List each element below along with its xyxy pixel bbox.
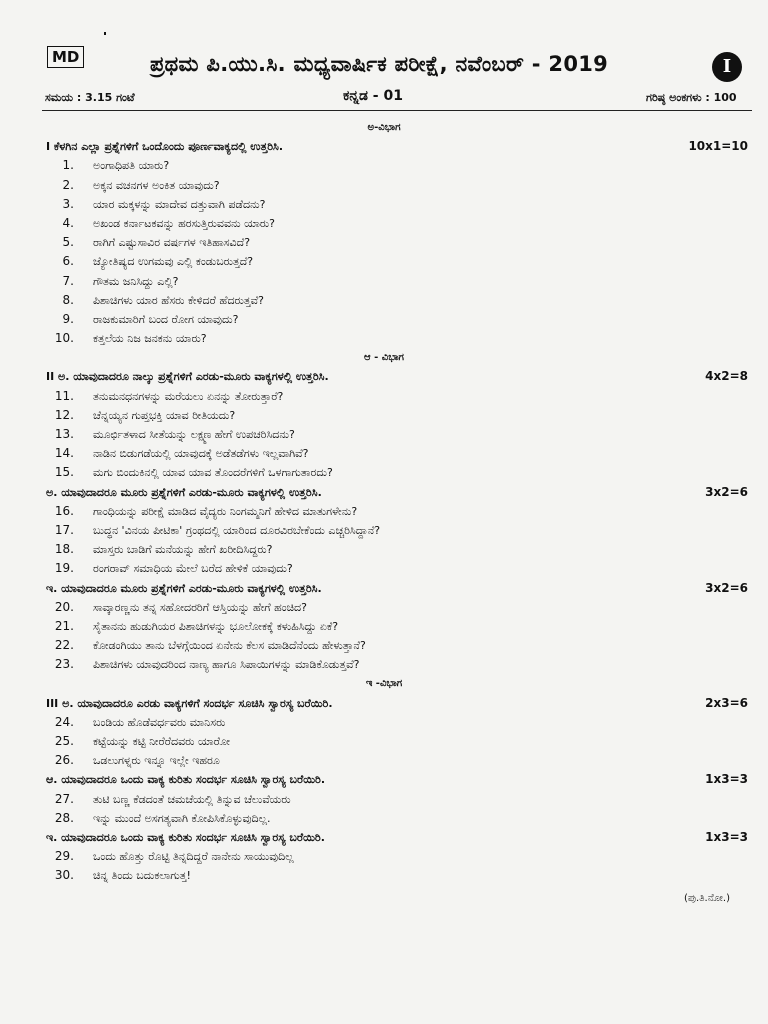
- question-item: [0, 272, 768, 291]
- question-item: [0, 195, 768, 214]
- question-item: [0, 252, 768, 271]
- question-text: ರಾಜಕುಮಾರಿಗೆ ಬಂದ ರೋಗ ಯಾವುದು?: [93, 312, 239, 326]
- question-text: ಸೈತಾನನು ಹುಡುಗಿಯರ ಪಿಶಾಚಿಗಳನ್ನು ಭೂಲೋಕಕ್ಕೆ ಕಳುಹಿಸಿದ್ದು ಏಕೆ?: [93, 619, 339, 633]
- question-text: ಕೋಡಂಗಿಯು ತಾನು ಬೆಳಗ್ಗೆಯಿಂದ ಏನೇನು ಕೆಲಸ ಮಾಡಿದೆನೆಂದು ಹೇಳುತ್ತಾನೆ?: [93, 639, 366, 653]
- question-text: ಇನ್ನು ಮುಂದೆ ಅಸಗತ್ಯವಾಗಿ ಕೋಪಿಸಿಕೊಳ್ಳುವುದಿಲ್ಲ.: [93, 811, 271, 825]
- question-text: ಅಂಗಾಧಿಪತಿ ಯಾರು?: [93, 159, 170, 173]
- question-item: [0, 521, 768, 540]
- max-marks: ಗರಿಷ್ಠ ಅಂಕಗಳು : 100: [646, 91, 737, 104]
- instruction-text: III ಅ. ಯಾವುದಾದರೂ ಎರಡು ವಾಕ್ಯಗಳಿಗೆ ಸಂದರ್ಭ ಸೂಚಿಸಿ ಸ್ವಾರಸ್ಯ ಬರೆಯಿರಿ.: [46, 696, 333, 710]
- question-number: 11.: [54, 388, 74, 403]
- question-item: [0, 636, 768, 655]
- question-number: 24.: [54, 714, 74, 729]
- question-text: ಕತ್ತಲೆಯ ನಿಜ ಜನಕನು ಯಾರು?: [93, 332, 207, 346]
- question-item: [0, 598, 768, 617]
- question-text: ಒಂದು ಹೊತ್ತು ರೊಟ್ಟಿ ತಿನ್ನದಿದ್ದರೆ ನಾನೇನು ಸಾಯುವುದಿಲ್ಲ: [93, 850, 294, 864]
- section-heading: ಇ -ವಿಭಾಗ: [365, 678, 403, 690]
- paper-code-box: MD: [47, 46, 84, 68]
- question-item: [0, 387, 768, 406]
- question-number: 25.: [54, 734, 74, 748]
- instruction-line: [0, 770, 768, 789]
- instruction-text: I ಕೆಳಗಿನ ಎಲ್ಲಾ ಪ್ರಶ್ನೆಗಳಿಗೆ ಒಂದೊಂದು ಪೂರ್ಣವಾಕ್ಯದಲ್ಲಿ ಉತ್ತರಿಸಿ.: [46, 140, 284, 154]
- question-item: [0, 329, 768, 348]
- instruction-line: [0, 694, 768, 713]
- question-text: ಕಟ್ಟೆಯನ್ನು ಕಟ್ಟಿ ನೀರೆರೆದವರು ಯಾರೋ: [93, 735, 231, 748]
- section-heading: ಅ-ವಿಭಾಗ: [367, 122, 401, 133]
- question-number: 1.: [62, 158, 74, 173]
- marks-allocation: 10x1=10: [688, 139, 748, 154]
- question-item: [0, 406, 768, 425]
- instruction-text: ಇ. ಯಾವುದಾದರೂ ಮೂರು ಪ್ರಶ್ನೆಗಳಿಗೆ ಎರಡು-ಮೂರು ವಾಕ್ಯಗಳಲ್ಲಿ ಉತ್ತರಿಸಿ.: [46, 581, 322, 595]
- question-item: [0, 540, 768, 559]
- question-text: ರಂಗರಾವ್ ಸಮಾಧಿಯ ಮೇಲೆ ಬರೆದ ಹೇಳಿಕೆ ಯಾವುದು?: [93, 562, 293, 576]
- marks-allocation: 1x3=3: [705, 772, 748, 787]
- instruction-text: ಅ. ಯಾವುದಾದರೂ ಮೂರು ಪ್ರಶ್ನೆಗಳಿಗೆ ಎರಡು-ಮೂರು ವಾಕ್ಯಗಳಲ್ಲಿ ಉತ್ತರಿಸಿ.: [46, 485, 322, 499]
- question-item: [0, 751, 768, 770]
- set-number-badge: I: [712, 52, 742, 82]
- exam-title: ಪ್ರಥಮ ಪಿ.ಯು.ಸಿ. ಮಧ್ಯವಾರ್ಷಿಕ ಪರೀಕ್ಷೆ, ನವೆಂಬರ್ - 2019: [150, 52, 609, 76]
- question-number: 2.: [62, 177, 74, 192]
- question-number: 10.: [54, 331, 74, 346]
- question-text: ಮೂರ್ಛಿತಳಾದ ಸೀತೆಯನ್ನು ಲಕ್ಷ್ಮಣ ಹೇಗೆ ಉಪಚರಿಸಿದನು?: [93, 428, 295, 441]
- instruction-line: [0, 483, 768, 502]
- instruction-line: [0, 828, 768, 847]
- exam-time: ಸಮಯ : 3.15 ಗಂಟೆ: [45, 91, 135, 104]
- question-item: [0, 502, 768, 521]
- question-item: [0, 790, 768, 809]
- question-number: 28.: [54, 810, 74, 825]
- question-item: [0, 732, 768, 751]
- question-item: [0, 847, 768, 866]
- question-text: ತನುಮನಧನಗಳನ್ನು ಮರೆಯಲು ಏನನ್ನು ತೋರುತ್ತಾರೆ?: [93, 389, 284, 403]
- question-item: [0, 291, 768, 310]
- question-number: 9.: [62, 311, 74, 326]
- question-number: 18.: [54, 542, 74, 557]
- question-number: 20.: [54, 599, 74, 614]
- question-number: 13.: [54, 427, 74, 441]
- question-number: 26.: [54, 753, 74, 768]
- instruction-line: [0, 579, 768, 598]
- instruction-text: ಆ. ಯಾವುದಾದರೂ ಒಂದು ವಾಕ್ಯ ಕುರಿತು ಸಂದರ್ಭ ಸೂಚಿಸಿ ಸ್ವಾರಸ್ಯ ಬರೆಯಿರಿ.: [46, 773, 326, 787]
- instruction-line: [0, 367, 768, 386]
- question-number: 21.: [54, 618, 74, 633]
- question-number: 22.: [54, 638, 74, 653]
- question-list: [0, 118, 768, 886]
- question-text: ಚಿನ್ನ ತಿಂದು ಬದುಕಲಾಗುತ್ತ!: [93, 869, 191, 883]
- question-text: ಒಡಲುಗಳ್ನರು ಇನ್ನೂ ಇಲ್ಲೇ ಇಹರೂ: [93, 754, 220, 768]
- scan-mark: [104, 32, 106, 35]
- question-number: 6.: [62, 254, 74, 269]
- marks-allocation: 4x2=8: [705, 369, 748, 384]
- question-number: 30.: [54, 868, 74, 883]
- question-number: 14.: [54, 446, 74, 461]
- question-text: ಪಿಶಾಚಿಗಳು ಯಾರ ಹೆಸರು ಕೇಳಿದರೆ ಹೆದರುತ್ತವೆ?: [93, 293, 264, 307]
- question-text: ಗಾಂಧಿಯನ್ನು ಪರೀಕ್ಷೆ ಮಾಡಿದ ವೈದ್ಯರು ನಿಂಗಮ್ಮನಿಗೆ ಹೇಳಿದ ಮಾತುಗಳೇನು?: [93, 504, 358, 518]
- instruction-text: ಇ. ಯಾವುದಾದರೂ ಒಂದು ವಾಕ್ಯ ಕುರಿತು ಸಂದರ್ಭ ಸೂಚಿಸಿ ಸ್ವಾರಸ್ಯ ಬರೆಯಿರಿ.: [46, 830, 325, 844]
- question-item: [0, 214, 768, 233]
- question-number: 5.: [62, 235, 74, 250]
- question-text: ತುಟಿ ಬಣ್ಣ ಕೆಡದಂತೆ ಚಮಚೆಯಲ್ಲಿ ತಿನ್ನುವ ಚೆಲುವೆಯರು: [93, 792, 291, 806]
- marks-allocation: 1x3=3: [705, 829, 748, 844]
- question-item: [0, 809, 768, 828]
- instruction-line: [0, 137, 768, 156]
- question-item: [0, 156, 768, 175]
- question-number: 19.: [54, 561, 74, 576]
- question-text: ಸಾವ್ಕಾರಣ್ಣನು ತನ್ನ ಸಹೋದರರಿಗೆ ಆಸ್ತಿಯನ್ನು ಹೇಗೆ ಹಂಚಿದ?: [93, 600, 307, 614]
- question-item: [0, 463, 768, 482]
- question-number: 29.: [54, 849, 74, 864]
- subject-title: ಕನ್ನಡ - 01: [343, 88, 403, 104]
- question-text: ಗೌತಮ ಜನಿಸಿದ್ದು ಎಲ್ಲಿ?: [93, 274, 179, 288]
- question-text: ರಾಗಿಗೆ ಎಷ್ಟುಸಾವಿರ ವರ್ಷಗಳ ಇತಿಹಾಸವಿದೆ?: [93, 236, 251, 250]
- question-text: ಬುದ್ಧನ 'ವಿನಯ ಪೀಟಿಕಾ' ಗ್ರಂಥದಲ್ಲಿ ಯಾರಿಂದ ದೂರವಿರಬೇಕೆಂದು ಎಚ್ಚರಿಸಿದ್ದಾನೆ?: [93, 523, 381, 537]
- question-number: 16.: [54, 503, 74, 518]
- question-text: ಚೆನ್ನಯ್ಯನ ಗುಪ್ತಭಕ್ತಿ ಯಾವ ರೀತಿಯದು?: [93, 408, 236, 422]
- page-turn-note: (ಪು.ತಿ.ನೋ.): [684, 893, 730, 904]
- question-text: ಜ್ಯೋತಿಷ್ಯದ ಉಗಮವು ಎಲ್ಲಿ ಕಂಡುಬರುತ್ತದೆ?: [93, 255, 254, 269]
- question-item: [0, 310, 768, 329]
- question-number: 12.: [54, 407, 74, 422]
- question-item: [0, 655, 768, 674]
- question-item: [0, 176, 768, 195]
- question-number: 8.: [62, 292, 74, 307]
- instruction-text: II ಅ. ಯಾವುದಾದರೂ ನಾಲ್ಕು ಪ್ರಶ್ನೆಗಳಿಗೆ ಎರಡು-ಮೂರು ವಾಕ್ಯಗಳಲ್ಲಿ ಉತ್ತರಿಸಿ.: [46, 370, 329, 384]
- question-text: ಪಿಶಾಚಿಗಳು ಯಾವುದರಿಂದ ನಾಣ್ಯ ಹಾಗೂ ಸಿಪಾಯಿಗಳನ್ನು ಮಾಡಿಕೊಡುತ್ತವೆ?: [93, 658, 360, 672]
- question-text: ಮಾಸ್ತರು ಬಾಡಿಗೆ ಮನೆಯನ್ನು ಹೇಗೆ ಖರೀದಿಸಿದ್ದರು?: [93, 543, 273, 557]
- marks-allocation: 3x2=6: [705, 484, 748, 499]
- question-text: ಅಖಂಡ ಕರ್ನಾಟಕವನ್ನು ಹರಸುತ್ತಿರುವವನು ಯಾರು?: [93, 216, 275, 230]
- question-text: ಯಾರ ಮಕ್ಕಳನ್ನು ಮಾದೇವ ದತ್ತುವಾಗಿ ಪಡೆದನು?: [93, 197, 266, 211]
- question-number: 23.: [54, 657, 74, 672]
- question-number: 3.: [62, 196, 74, 211]
- header-divider: [42, 110, 752, 111]
- question-item: [0, 617, 768, 636]
- question-item: [0, 444, 768, 463]
- question-number: 4.: [62, 215, 74, 230]
- question-item: [0, 559, 768, 578]
- question-number: 15.: [54, 465, 74, 480]
- question-number: 17.: [54, 522, 74, 537]
- question-text: ಬಂಡಿಯ ಹೊಡೆವರ್ಧವರು ಮಾನಿಸರು: [93, 715, 226, 729]
- section-heading: ಆ - ವಿಭಾಗ: [364, 352, 404, 364]
- question-text: ಅಕ್ಕನ ವಚನಗಳ ಅಂಕಿತ ಯಾವುದು?: [93, 178, 220, 192]
- question-item: [0, 425, 768, 444]
- marks-allocation: 3x2=6: [705, 580, 748, 595]
- question-item: [0, 866, 768, 885]
- question-text: ನಾಡಿನ ಬಿಡುಗಡೆಯಲ್ಲಿ ಯಾವುದಕ್ಕೆ ಅಡೆತಡೆಗಳು ಇಲ್ಲವಾಗಿವೆ?: [93, 447, 309, 461]
- question-item: [0, 233, 768, 252]
- question-number: 7.: [62, 273, 74, 288]
- question-number: 27.: [54, 791, 74, 806]
- question-text: ಮಗು ಬಿಂದುಕಿನಲ್ಲಿ ಯಾವ ಯಾವ ತೊಂದರೆಗಳಿಗೆ ಒಳಗಾಗುತಾರದು?: [93, 466, 333, 480]
- question-item: [0, 713, 768, 732]
- marks-allocation: 2x3=6: [705, 695, 748, 710]
